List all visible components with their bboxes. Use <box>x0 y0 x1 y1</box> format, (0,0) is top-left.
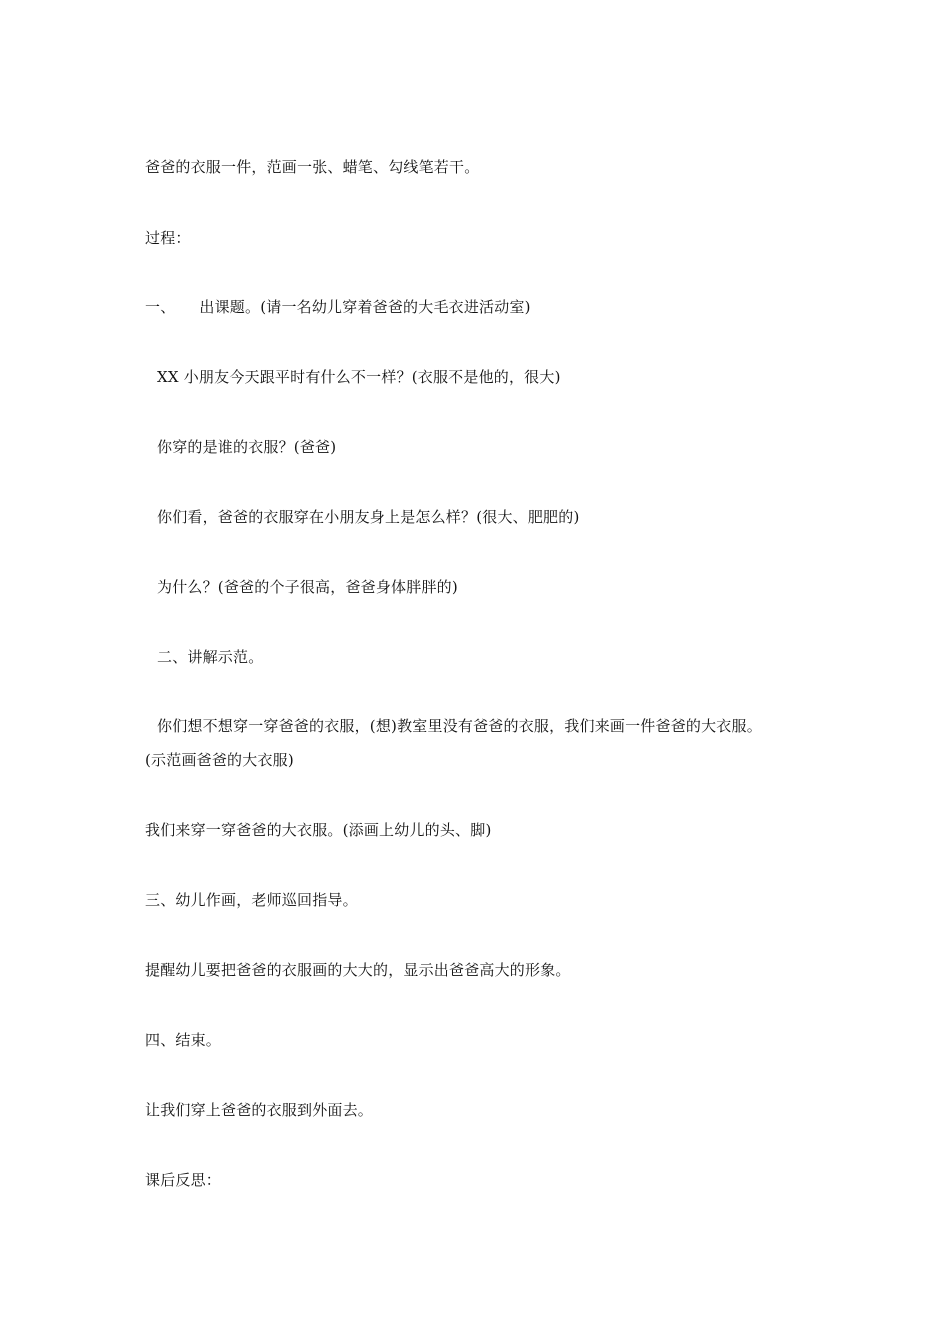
demo-line-2: (示范画爸爸的大衣服) <box>145 751 294 769</box>
demo-line-1: 你们想不想穿一穿爸爸的衣服，(想)教室里没有爸爸的衣服，我们来画一件爸爸的大衣服。 <box>157 717 762 735</box>
question-line-3: 你们看，爸爸的衣服穿在小朋友身上是怎么样？(很大、肥肥的) <box>157 508 580 526</box>
reminder-line: 提醒幼儿要把爸爸的衣服画的大大的，显示出爸爸高大的形象。 <box>145 961 571 979</box>
reflection-heading: 课后反思： <box>145 1171 222 1189</box>
section-one-heading <box>145 297 531 317</box>
section-one-marker: 一、 <box>145 298 176 316</box>
question-line-1: XX 小朋友今天跟平时有什么不一样？(衣服不是他的，很大) <box>157 368 561 386</box>
section-one-title: 出课题。(请一名幼儿穿着爸爸的大毛衣进活动室) <box>199 298 531 316</box>
question-line-4: 为什么？(爸爸的个子很高，爸爸身体胖胖的) <box>157 578 458 596</box>
section-two-heading: 二、讲解示范。 <box>157 648 264 666</box>
process-heading: 过程： <box>145 229 191 247</box>
materials-line: 爸爸的衣服一件，范画一张、蜡笔、勾线笔若干。 <box>145 158 480 176</box>
ending-line: 让我们穿上爸爸的衣服到外面去。 <box>145 1101 374 1119</box>
section-four-heading: 四、结束。 <box>145 1031 222 1049</box>
question-line-2: 你穿的是谁的衣服？(爸爸) <box>157 438 337 456</box>
demo-line-3: 我们来穿一穿爸爸的大衣服。(添画上幼儿的头、脚) <box>145 821 492 839</box>
section-three-heading: 三、幼儿作画，老师巡回指导。 <box>145 891 358 909</box>
